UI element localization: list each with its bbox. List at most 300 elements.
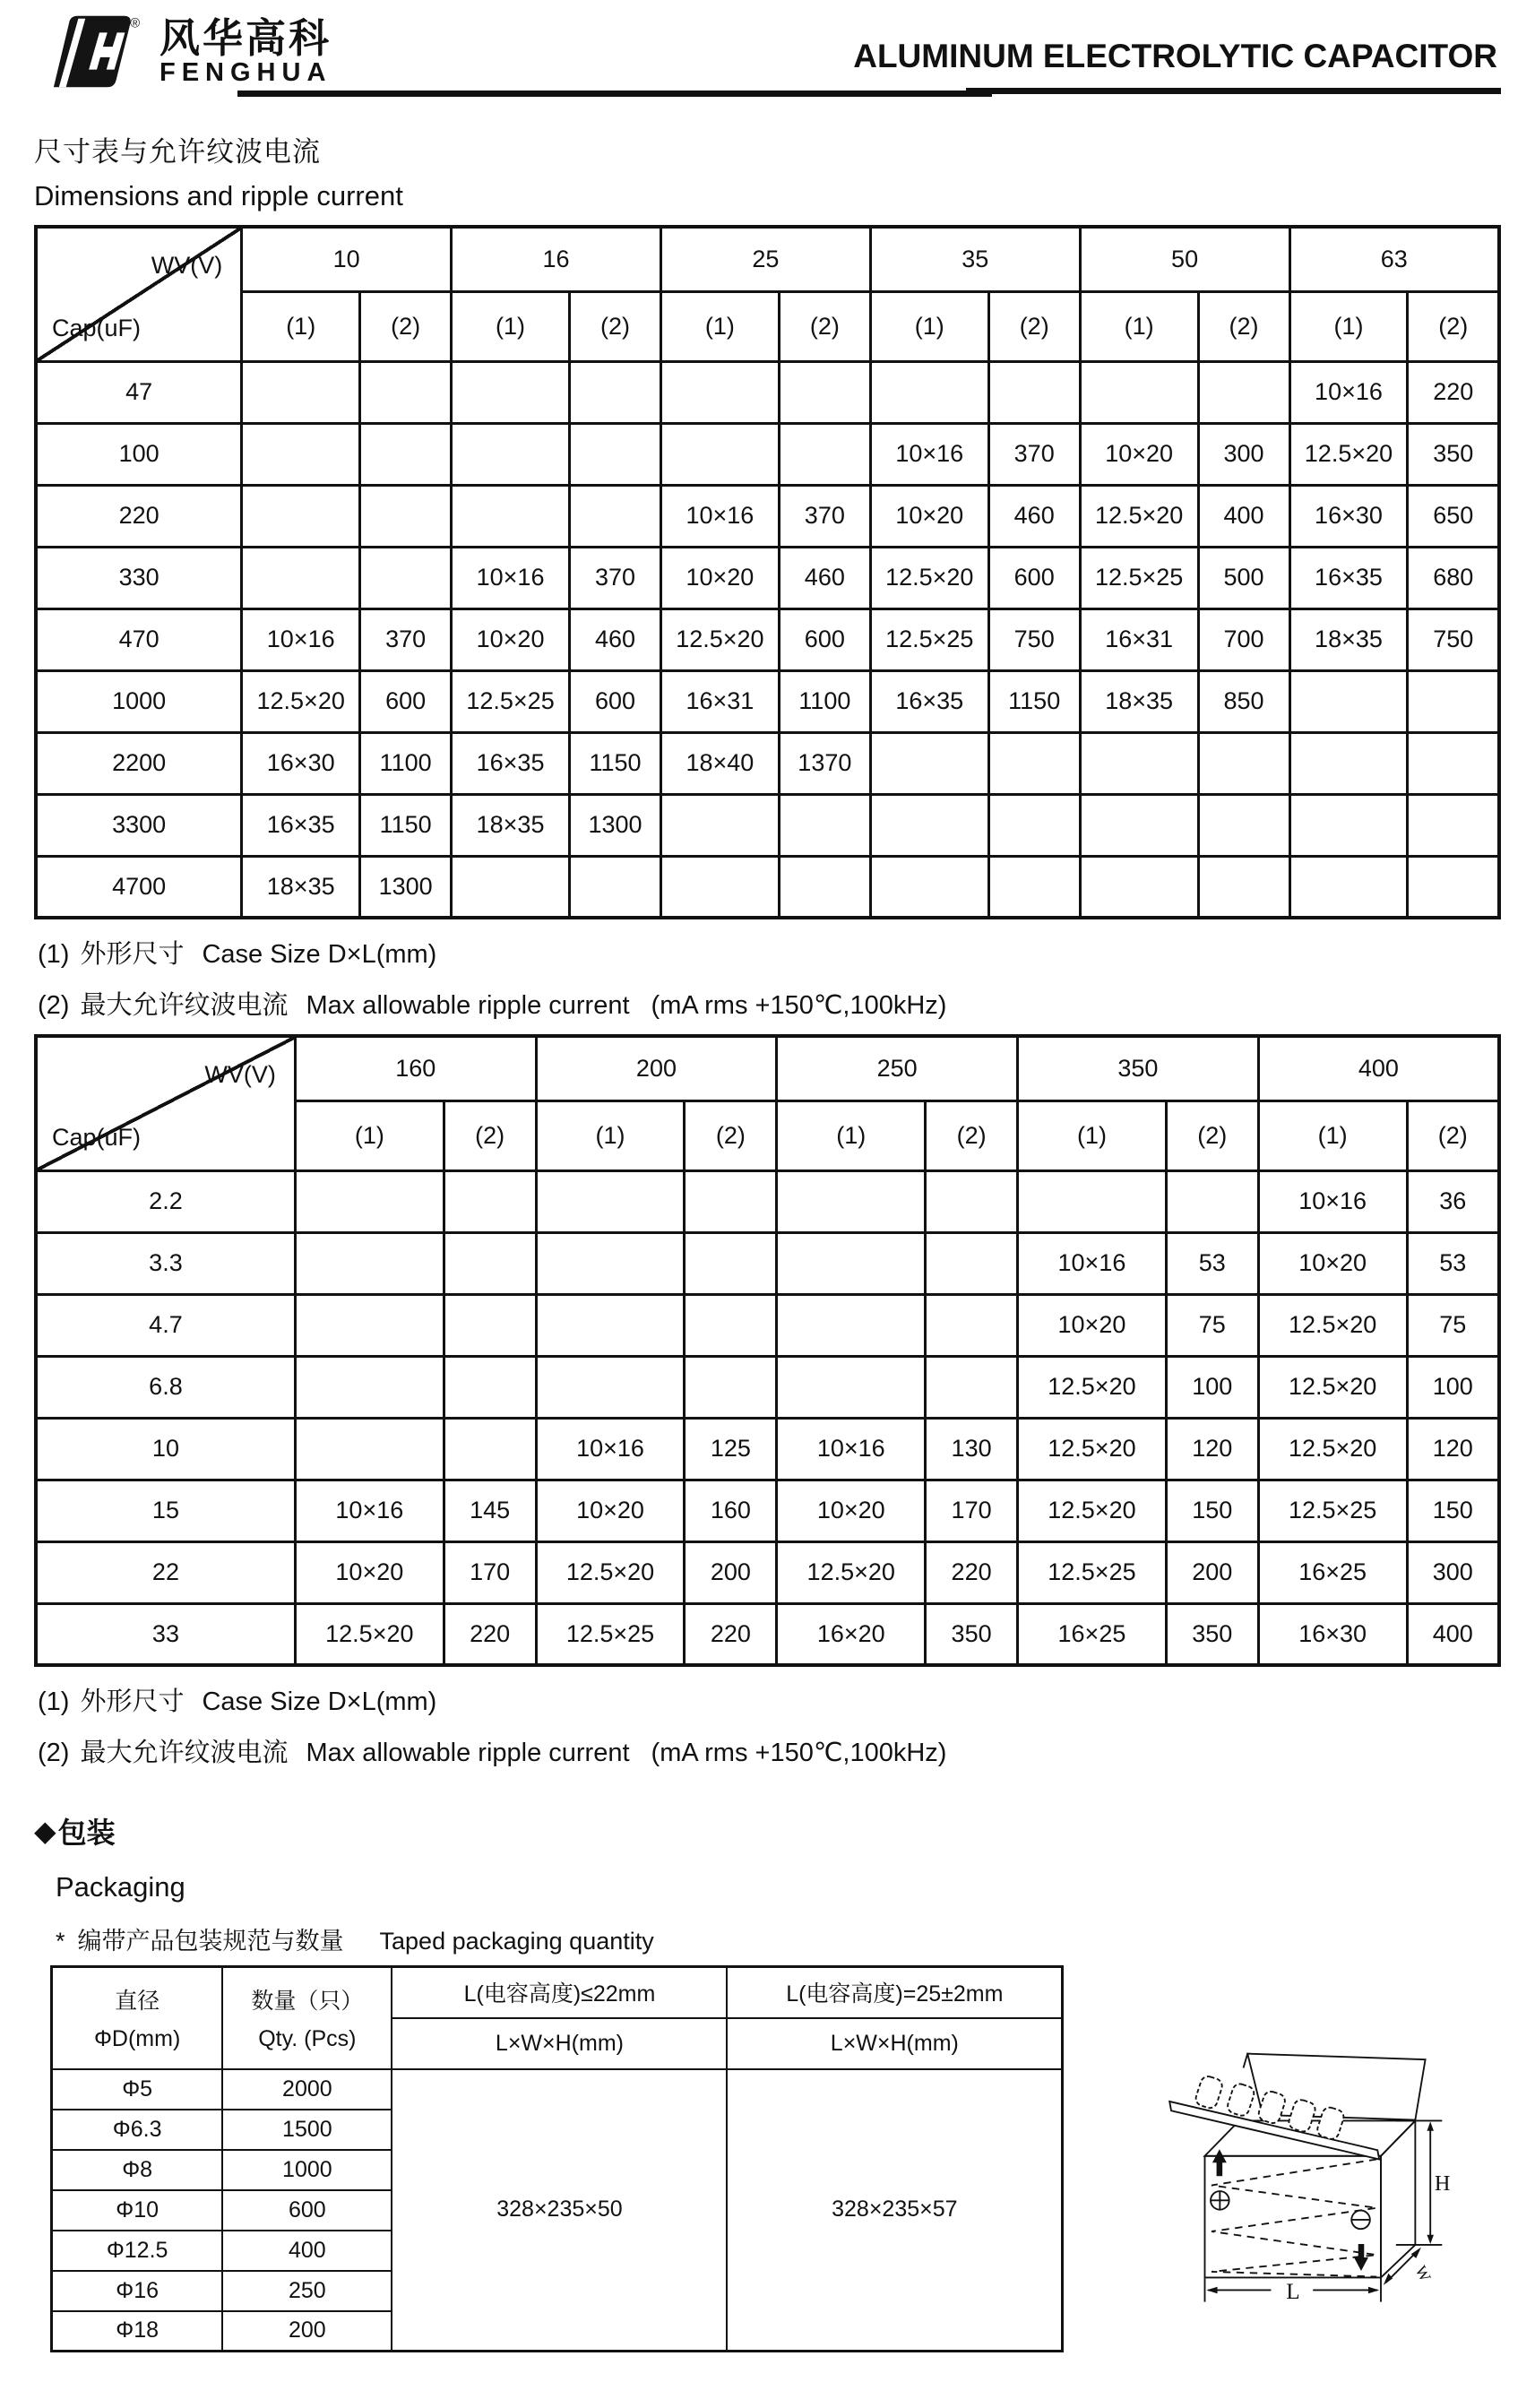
table-row bbox=[36, 547, 1499, 608]
data-cell: 10×20 bbox=[536, 1480, 685, 1541]
box-size-25pm2: 328×235×57 bbox=[727, 2069, 1062, 2352]
data-cell bbox=[360, 361, 452, 423]
taped-note-english: Taped packaging quantity bbox=[379, 1928, 654, 1955]
note-english: Max allowable ripple current bbox=[306, 991, 630, 1020]
data-cell: 12.5×25 bbox=[1018, 1541, 1167, 1603]
data-cell: 16×25 bbox=[1258, 1541, 1407, 1603]
data-cell: 12.5×20 bbox=[870, 547, 988, 608]
note-number: (2) bbox=[38, 1739, 70, 1767]
capacitance-value: 100 bbox=[36, 423, 242, 485]
data-cell: 12.5×20 bbox=[1258, 1294, 1407, 1356]
data-cell bbox=[444, 1294, 536, 1356]
subcolumn-header: (1) bbox=[1289, 291, 1408, 361]
taped-note-chinese: 编带产品包装规范与数量 bbox=[77, 1928, 344, 1955]
corner-wv-label: WV(V) bbox=[151, 252, 223, 279]
data-cell bbox=[1408, 856, 1499, 918]
data-cell: 300 bbox=[1407, 1541, 1499, 1603]
data-cell bbox=[870, 794, 988, 856]
packaging-section bbox=[34, 1965, 1501, 2372]
data-cell: 1100 bbox=[779, 670, 870, 732]
note-number: (2) bbox=[38, 991, 70, 1020]
subcolumn-header: (1) bbox=[1258, 1100, 1407, 1170]
voltage-header: 50 bbox=[1080, 227, 1289, 291]
data-cell bbox=[536, 1232, 685, 1294]
data-cell bbox=[870, 361, 988, 423]
note-number: (1) bbox=[38, 1687, 70, 1716]
table-row bbox=[36, 670, 1499, 732]
data-cell: 370 bbox=[570, 547, 661, 608]
diameter-header: 直径 ΦD(mm) bbox=[52, 1967, 223, 2069]
diameter-value: Φ5 bbox=[52, 2069, 223, 2110]
note-case-size bbox=[38, 1681, 1501, 1718]
data-cell: 460 bbox=[779, 547, 870, 608]
data-cell: 10×20 bbox=[452, 608, 570, 670]
data-cell bbox=[295, 1232, 444, 1294]
capacitance-value: 470 bbox=[36, 608, 242, 670]
data-cell bbox=[360, 547, 452, 608]
table-row bbox=[36, 361, 1499, 423]
subcolumn-header: (2) bbox=[1407, 1100, 1499, 1170]
diameter-value: Φ12.5 bbox=[52, 2231, 223, 2271]
data-cell: 10×20 bbox=[1258, 1232, 1407, 1294]
voltage-header: 400 bbox=[1258, 1036, 1499, 1100]
data-cell bbox=[1289, 856, 1408, 918]
data-cell bbox=[444, 1418, 536, 1480]
data-cell bbox=[1408, 670, 1499, 732]
data-cell: 130 bbox=[926, 1418, 1018, 1480]
data-cell bbox=[452, 361, 570, 423]
data-cell bbox=[988, 361, 1080, 423]
data-cell: 18×35 bbox=[452, 794, 570, 856]
table-row bbox=[36, 1541, 1499, 1603]
diameter-value: Φ8 bbox=[52, 2150, 223, 2190]
data-cell: 120 bbox=[1407, 1418, 1499, 1480]
data-cell: 150 bbox=[1407, 1480, 1499, 1541]
data-cell: 12.5×20 bbox=[1080, 485, 1198, 547]
data-cell bbox=[360, 485, 452, 547]
note-ripple-current bbox=[38, 985, 1501, 1022]
data-cell bbox=[870, 732, 988, 794]
data-cell: 10×16 bbox=[295, 1480, 444, 1541]
data-cell: 350 bbox=[926, 1603, 1018, 1665]
subcolumn-header: (2) bbox=[685, 1100, 777, 1170]
capacitance-value: 330 bbox=[36, 547, 242, 608]
data-cell: 10×16 bbox=[1018, 1232, 1167, 1294]
data-cell: 370 bbox=[360, 608, 452, 670]
data-cell bbox=[1080, 856, 1198, 918]
data-cell bbox=[685, 1294, 777, 1356]
quantity-value: 200 bbox=[222, 2311, 392, 2352]
data-cell bbox=[779, 856, 870, 918]
voltage-header: 16 bbox=[452, 227, 661, 291]
data-cell: 36 bbox=[1407, 1170, 1499, 1232]
header-divider bbox=[34, 88, 1501, 99]
data-cell bbox=[660, 794, 779, 856]
data-cell bbox=[988, 732, 1080, 794]
data-cell: 100 bbox=[1166, 1356, 1258, 1418]
capacitance-value: 22 bbox=[36, 1541, 295, 1603]
data-cell bbox=[570, 485, 661, 547]
data-cell: 220 bbox=[444, 1603, 536, 1665]
capacitance-value: 220 bbox=[36, 485, 242, 547]
data-cell bbox=[660, 856, 779, 918]
data-cell: 18×35 bbox=[1289, 608, 1408, 670]
logo-text bbox=[160, 15, 332, 87]
data-cell bbox=[1198, 361, 1289, 423]
subcolumn-header: (2) bbox=[1408, 291, 1499, 361]
taped-packaging-note bbox=[56, 1921, 1501, 1956]
fenghua-logo-icon bbox=[48, 14, 145, 90]
packaging-row bbox=[52, 2069, 1063, 2110]
down-arrow-icon bbox=[1354, 2244, 1368, 2271]
data-cell: 16×30 bbox=[1258, 1603, 1407, 1665]
data-cell: 300 bbox=[1198, 423, 1289, 485]
data-cell bbox=[1018, 1170, 1167, 1232]
data-cell bbox=[660, 423, 779, 485]
data-cell bbox=[242, 423, 360, 485]
dimension-label-w: W bbox=[1411, 2262, 1436, 2285]
data-cell: 750 bbox=[988, 608, 1080, 670]
data-cell: 16×20 bbox=[777, 1603, 926, 1665]
data-cell: 12.5×20 bbox=[1018, 1356, 1167, 1418]
data-cell: 170 bbox=[926, 1480, 1018, 1541]
data-cell: 350 bbox=[1408, 423, 1499, 485]
data-cell bbox=[685, 1232, 777, 1294]
data-cell: 350 bbox=[1166, 1603, 1258, 1665]
note-condition: (mA rms +150℃,100kHz) bbox=[651, 991, 947, 1020]
table-row bbox=[36, 1356, 1499, 1418]
data-cell: 1150 bbox=[570, 732, 661, 794]
data-cell bbox=[926, 1170, 1018, 1232]
lwh-header: L×W×H(mm) bbox=[392, 2018, 727, 2069]
data-cell: 220 bbox=[685, 1603, 777, 1665]
data-cell bbox=[777, 1232, 926, 1294]
data-cell: 16×35 bbox=[242, 794, 360, 856]
data-cell: 10×16 bbox=[660, 485, 779, 547]
data-cell bbox=[1289, 732, 1408, 794]
section-title-english: Dimensions and ripple current bbox=[34, 180, 403, 211]
data-cell: 10×16 bbox=[870, 423, 988, 485]
capacitance-value: 33 bbox=[36, 1603, 295, 1665]
subcolumn-header: (2) bbox=[444, 1100, 536, 1170]
data-cell: 12.5×25 bbox=[870, 608, 988, 670]
subcolumn-header: (1) bbox=[660, 291, 779, 361]
dimensions-ripple-table-low-voltage bbox=[34, 225, 1501, 919]
data-cell: 12.5×25 bbox=[536, 1603, 685, 1665]
data-cell: 1100 bbox=[360, 732, 452, 794]
data-cell: 12.5×20 bbox=[1258, 1356, 1407, 1418]
data-cell: 850 bbox=[1198, 670, 1289, 732]
capacitance-value: 10 bbox=[36, 1418, 295, 1480]
data-cell: 100 bbox=[1407, 1356, 1499, 1418]
data-cell: 145 bbox=[444, 1480, 536, 1541]
dimension-label-l: L bbox=[1286, 2278, 1300, 2304]
subcolumn-header: (1) bbox=[295, 1100, 444, 1170]
data-cell bbox=[1198, 794, 1289, 856]
data-cell bbox=[1198, 856, 1289, 918]
taped-packaging-table bbox=[50, 1965, 1064, 2352]
data-cell: 170 bbox=[444, 1541, 536, 1603]
subcolumn-header: (2) bbox=[926, 1100, 1018, 1170]
table-row bbox=[36, 856, 1499, 918]
diameter-value: Φ6.3 bbox=[52, 2110, 223, 2150]
voltage-header: 200 bbox=[536, 1036, 777, 1100]
data-cell: 16×35 bbox=[1289, 547, 1408, 608]
note-english: Case Size D×L(mm) bbox=[202, 940, 437, 969]
data-cell: 1150 bbox=[360, 794, 452, 856]
data-cell bbox=[570, 856, 661, 918]
data-cell: 220 bbox=[926, 1541, 1018, 1603]
data-cell: 120 bbox=[1166, 1418, 1258, 1480]
note-chinese: 外形尺寸 bbox=[80, 940, 185, 969]
data-cell: 650 bbox=[1408, 485, 1499, 547]
data-cell bbox=[242, 547, 360, 608]
table-row bbox=[36, 608, 1499, 670]
data-cell: 10×20 bbox=[870, 485, 988, 547]
data-cell bbox=[779, 423, 870, 485]
data-cell bbox=[1080, 732, 1198, 794]
data-cell bbox=[1080, 794, 1198, 856]
subcolumn-header: (2) bbox=[1198, 291, 1289, 361]
data-cell: 16×35 bbox=[870, 670, 988, 732]
note-chinese: 最大允许纹波电流 bbox=[80, 1739, 289, 1767]
capacitance-value: 47 bbox=[36, 361, 242, 423]
data-cell: 12.5×20 bbox=[536, 1541, 685, 1603]
negative-polarity-icon bbox=[1351, 2211, 1370, 2230]
table-row bbox=[36, 1294, 1499, 1356]
capacitance-value: 4700 bbox=[36, 856, 242, 918]
data-cell: 12.5×20 bbox=[242, 670, 360, 732]
note-english: Max allowable ripple current bbox=[306, 1739, 630, 1767]
capacitance-value: 2.2 bbox=[36, 1170, 295, 1232]
diameter-value: Φ10 bbox=[52, 2190, 223, 2231]
data-cell: 150 bbox=[1166, 1480, 1258, 1541]
subcolumn-header: (1) bbox=[1018, 1100, 1167, 1170]
data-cell: 1300 bbox=[360, 856, 452, 918]
data-cell bbox=[295, 1418, 444, 1480]
data-cell: 53 bbox=[1407, 1232, 1499, 1294]
table-row bbox=[36, 1170, 1499, 1232]
data-cell: 200 bbox=[1166, 1541, 1258, 1603]
data-cell bbox=[1289, 670, 1408, 732]
data-cell: 18×35 bbox=[1080, 670, 1198, 732]
data-cell: 16×25 bbox=[1018, 1603, 1167, 1665]
data-cell: 160 bbox=[685, 1480, 777, 1541]
table-row bbox=[36, 732, 1499, 794]
data-cell bbox=[1166, 1170, 1258, 1232]
data-cell bbox=[444, 1232, 536, 1294]
document-title: ALUMINUM ELECTROLYTIC CAPACITOR bbox=[853, 38, 1497, 74]
data-cell bbox=[242, 485, 360, 547]
note-chinese: 外形尺寸 bbox=[80, 1687, 185, 1716]
data-cell: 10×16 bbox=[777, 1418, 926, 1480]
up-arrow-icon bbox=[1212, 2149, 1227, 2176]
data-cell bbox=[779, 361, 870, 423]
data-cell: 400 bbox=[1407, 1603, 1499, 1665]
data-cell bbox=[1080, 361, 1198, 423]
capacitance-value: 3300 bbox=[36, 794, 242, 856]
packaging-heading-text: 包装 bbox=[57, 1817, 116, 1849]
voltage-header: 350 bbox=[1018, 1036, 1259, 1100]
capacitance-value: 15 bbox=[36, 1480, 295, 1541]
voltage-header: 25 bbox=[660, 227, 870, 291]
data-cell: 600 bbox=[570, 670, 661, 732]
data-cell: 12.5×20 bbox=[1018, 1418, 1167, 1480]
data-cell: 10×16 bbox=[1258, 1170, 1407, 1232]
data-cell: 200 bbox=[685, 1541, 777, 1603]
data-cell bbox=[926, 1232, 1018, 1294]
data-cell bbox=[926, 1294, 1018, 1356]
data-cell bbox=[452, 423, 570, 485]
corner-cap-label: Cap(uF) bbox=[52, 314, 142, 341]
data-cell: 10×16 bbox=[452, 547, 570, 608]
diamond-icon: ◆ bbox=[34, 1815, 56, 1847]
data-cell: 600 bbox=[360, 670, 452, 732]
table-row bbox=[36, 794, 1499, 856]
data-cell: 1370 bbox=[779, 732, 870, 794]
data-cell bbox=[777, 1170, 926, 1232]
data-cell: 12.5×25 bbox=[1080, 547, 1198, 608]
divider-segment-left bbox=[237, 91, 992, 97]
data-cell: 460 bbox=[988, 485, 1080, 547]
divider-segment-right bbox=[966, 88, 1501, 94]
voltage-header: 250 bbox=[777, 1036, 1018, 1100]
data-cell bbox=[444, 1356, 536, 1418]
subcolumn-header: (2) bbox=[1166, 1100, 1258, 1170]
box-right-face bbox=[1381, 2120, 1415, 2277]
data-cell bbox=[685, 1356, 777, 1418]
data-cell bbox=[926, 1356, 1018, 1418]
data-cell bbox=[988, 856, 1080, 918]
note-english: Case Size D×L(mm) bbox=[202, 1687, 437, 1716]
data-cell: 18×40 bbox=[660, 732, 779, 794]
corner-cap-label: Cap(uF) bbox=[52, 1123, 142, 1151]
lwh-header: L×W×H(mm) bbox=[727, 2018, 1062, 2069]
capacitance-value: 1000 bbox=[36, 670, 242, 732]
data-cell bbox=[685, 1170, 777, 1232]
logo-chinese-name: 风华高科 bbox=[160, 15, 332, 61]
data-cell bbox=[570, 423, 661, 485]
subcolumn-header: (1) bbox=[536, 1100, 685, 1170]
positive-polarity-icon bbox=[1211, 2191, 1229, 2210]
data-cell: 10×20 bbox=[660, 547, 779, 608]
voltage-header: 10 bbox=[242, 227, 452, 291]
data-cell: 12.5×20 bbox=[777, 1541, 926, 1603]
data-cell: 10×16 bbox=[536, 1418, 685, 1480]
data-cell bbox=[444, 1170, 536, 1232]
data-cell bbox=[779, 794, 870, 856]
quantity-value: 2000 bbox=[222, 2069, 392, 2110]
data-cell: 600 bbox=[779, 608, 870, 670]
data-cell: 10×20 bbox=[1018, 1294, 1167, 1356]
data-cell: 220 bbox=[1408, 361, 1499, 423]
table-row bbox=[36, 1603, 1499, 1665]
data-cell: 16×31 bbox=[660, 670, 779, 732]
data-cell: 12.5×25 bbox=[1258, 1480, 1407, 1541]
table-row bbox=[36, 485, 1499, 547]
data-cell bbox=[660, 361, 779, 423]
subcolumn-header: (2) bbox=[988, 291, 1080, 361]
diameter-value: Φ18 bbox=[52, 2311, 223, 2352]
data-cell bbox=[870, 856, 988, 918]
data-cell: 16×31 bbox=[1080, 608, 1198, 670]
data-cell bbox=[536, 1294, 685, 1356]
data-cell bbox=[536, 1170, 685, 1232]
data-cell bbox=[295, 1356, 444, 1418]
data-cell: 75 bbox=[1407, 1294, 1499, 1356]
subcolumn-header: (1) bbox=[870, 291, 988, 361]
data-cell: 53 bbox=[1166, 1232, 1258, 1294]
table-row bbox=[36, 1418, 1499, 1480]
box-size-leq22: 328×235×50 bbox=[392, 2069, 727, 2352]
data-cell: 600 bbox=[988, 547, 1080, 608]
data-cell bbox=[295, 1294, 444, 1356]
data-cell: 1300 bbox=[570, 794, 661, 856]
capacitance-value: 2200 bbox=[36, 732, 242, 794]
data-cell: 12.5×20 bbox=[295, 1603, 444, 1665]
quantity-value: 1000 bbox=[222, 2150, 392, 2190]
data-cell bbox=[988, 794, 1080, 856]
table-row bbox=[36, 423, 1499, 485]
note-ripple-current bbox=[38, 1732, 1501, 1769]
page-header bbox=[34, 14, 1501, 86]
box-front-face bbox=[1205, 2156, 1382, 2278]
data-cell: 16×30 bbox=[1289, 485, 1408, 547]
data-cell bbox=[777, 1356, 926, 1418]
data-cell: 125 bbox=[685, 1418, 777, 1480]
capacitance-value: 3.3 bbox=[36, 1232, 295, 1294]
corner-wv-label: WV(V) bbox=[204, 1061, 276, 1088]
quantity-value: 1500 bbox=[222, 2110, 392, 2150]
data-cell: 10×16 bbox=[1289, 361, 1408, 423]
fenghua-logo bbox=[48, 14, 332, 90]
data-cell: 400 bbox=[1198, 485, 1289, 547]
table-row bbox=[36, 1232, 1499, 1294]
data-cell: 700 bbox=[1198, 608, 1289, 670]
note-number: (1) bbox=[38, 940, 70, 969]
height-25pm2-header: L(电容高度)=25±2mm bbox=[727, 1967, 1062, 2018]
dimensions-ripple-table-high-voltage bbox=[34, 1034, 1501, 1667]
corner-diagonal-cell bbox=[36, 1036, 295, 1170]
data-cell: 750 bbox=[1408, 608, 1499, 670]
data-cell bbox=[1408, 732, 1499, 794]
data-cell bbox=[452, 856, 570, 918]
data-cell: 460 bbox=[570, 608, 661, 670]
data-cell: 18×35 bbox=[242, 856, 360, 918]
data-cell bbox=[1198, 732, 1289, 794]
data-cell bbox=[1408, 794, 1499, 856]
note-case-size bbox=[38, 934, 1501, 971]
data-cell: 16×35 bbox=[452, 732, 570, 794]
subcolumn-header: (1) bbox=[242, 291, 360, 361]
capacitance-value: 6.8 bbox=[36, 1356, 295, 1418]
data-cell: 75 bbox=[1166, 1294, 1258, 1356]
voltage-header: 35 bbox=[870, 227, 1080, 291]
subcolumn-header: (1) bbox=[1080, 291, 1198, 361]
data-cell: 12.5×20 bbox=[1018, 1480, 1167, 1541]
data-cell: 680 bbox=[1408, 547, 1499, 608]
voltage-header: 63 bbox=[1289, 227, 1499, 291]
data-cell: 12.5×20 bbox=[660, 608, 779, 670]
capacitance-value: 4.7 bbox=[36, 1294, 295, 1356]
note-chinese: 最大允许纹波电流 bbox=[80, 991, 289, 1020]
table-row bbox=[36, 1480, 1499, 1541]
data-cell: 10×20 bbox=[777, 1480, 926, 1541]
diameter-value: Φ16 bbox=[52, 2271, 223, 2311]
data-cell bbox=[1289, 794, 1408, 856]
subcolumn-header: (2) bbox=[779, 291, 870, 361]
quantity-value: 250 bbox=[222, 2271, 392, 2311]
